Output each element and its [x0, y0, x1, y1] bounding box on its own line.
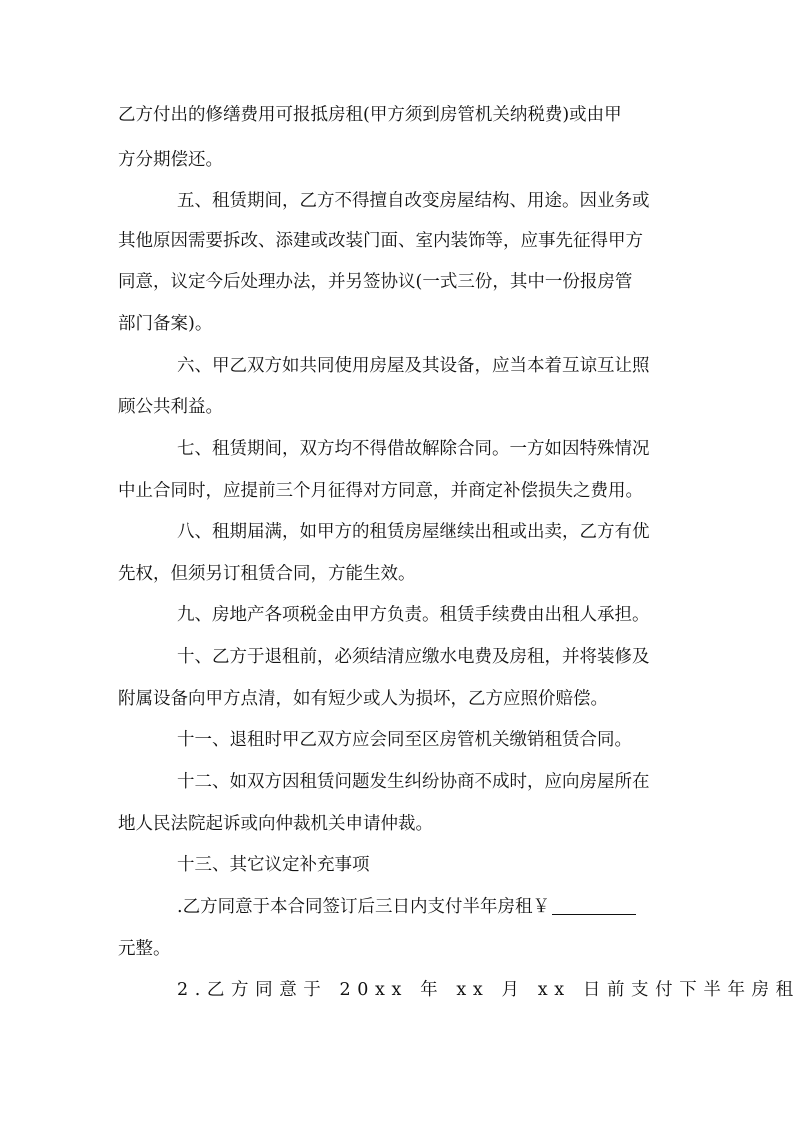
- supplement-item-1-text: .乙方同意于本合同签订后三日内支付半年房租￥: [177, 897, 551, 917]
- clause-9-line: 九、房地产各项税金由甲方负责。租赁手续费由出租人承担。: [177, 605, 650, 625]
- clause-5-heading-line: 五、租赁期间，乙方不得擅自改变房屋结构、用途。因业务或: [177, 191, 650, 211]
- clause-8-heading-line: 八、租期届满，如甲方的租赁房屋继续出租或出卖，乙方有优: [177, 522, 650, 542]
- text-line: 元整。: [118, 939, 171, 959]
- clause-11-line: 十一、退租时甲乙双方应会同至区房管机关缴销租赁合同。: [177, 730, 632, 750]
- clause-10-heading-line: 十、乙方于退租前，必须结清应缴水电费及房租，并将装修及: [177, 647, 650, 667]
- text-line: 附属设备向甲方点清，如有短少或人为损坏，乙方应照价赔偿。: [118, 689, 608, 709]
- text-line: 先权，但须另订租赁合同，方能生效。: [118, 564, 416, 584]
- text-line: 部门备案)。: [118, 314, 213, 334]
- text-line: 其他原因需要拆改、添建或改装门面、室内装饰等，应事先征得甲方: [118, 231, 643, 251]
- clause-6-heading-line: 六、甲乙双方如共同使用房屋及其设备，应当本着互谅互让照: [177, 356, 650, 376]
- supplement-item-2-line: 2.乙方同意于 20xx 年 xx 月 xx 日前支付下半年房租: [177, 980, 800, 1000]
- clause-13-heading: 十三、其它议定补充事项: [177, 855, 370, 875]
- rent-amount-blank: [552, 896, 636, 915]
- supplement-item-1-line: [177, 893, 676, 921]
- text-line: 乙方付出的修缮费用可报抵房租(甲方须到房管机关纳税费)或由甲: [118, 105, 622, 125]
- clause-12-heading-line: 十二、如双方因租赁问题发生纠纷协商不成时，应向房屋所在: [177, 772, 650, 792]
- clause-7-heading-line: 七、租赁期间，双方均不得借故解除合同。一方如因特殊情况: [177, 439, 650, 459]
- text-line: 顾公共利益。: [118, 397, 223, 417]
- text-line: 中止合同时，应提前三个月征得对方同意，并商定补偿损失之费用。: [118, 481, 643, 501]
- text-line: 方分期偿还。: [118, 150, 223, 170]
- text-line: 同意，议定今后处理办法，并另签协议(一式三份，其中一份报房管: [118, 272, 633, 292]
- text-line: 地人民法院起诉或向仲裁机关申请仲裁。: [118, 814, 433, 834]
